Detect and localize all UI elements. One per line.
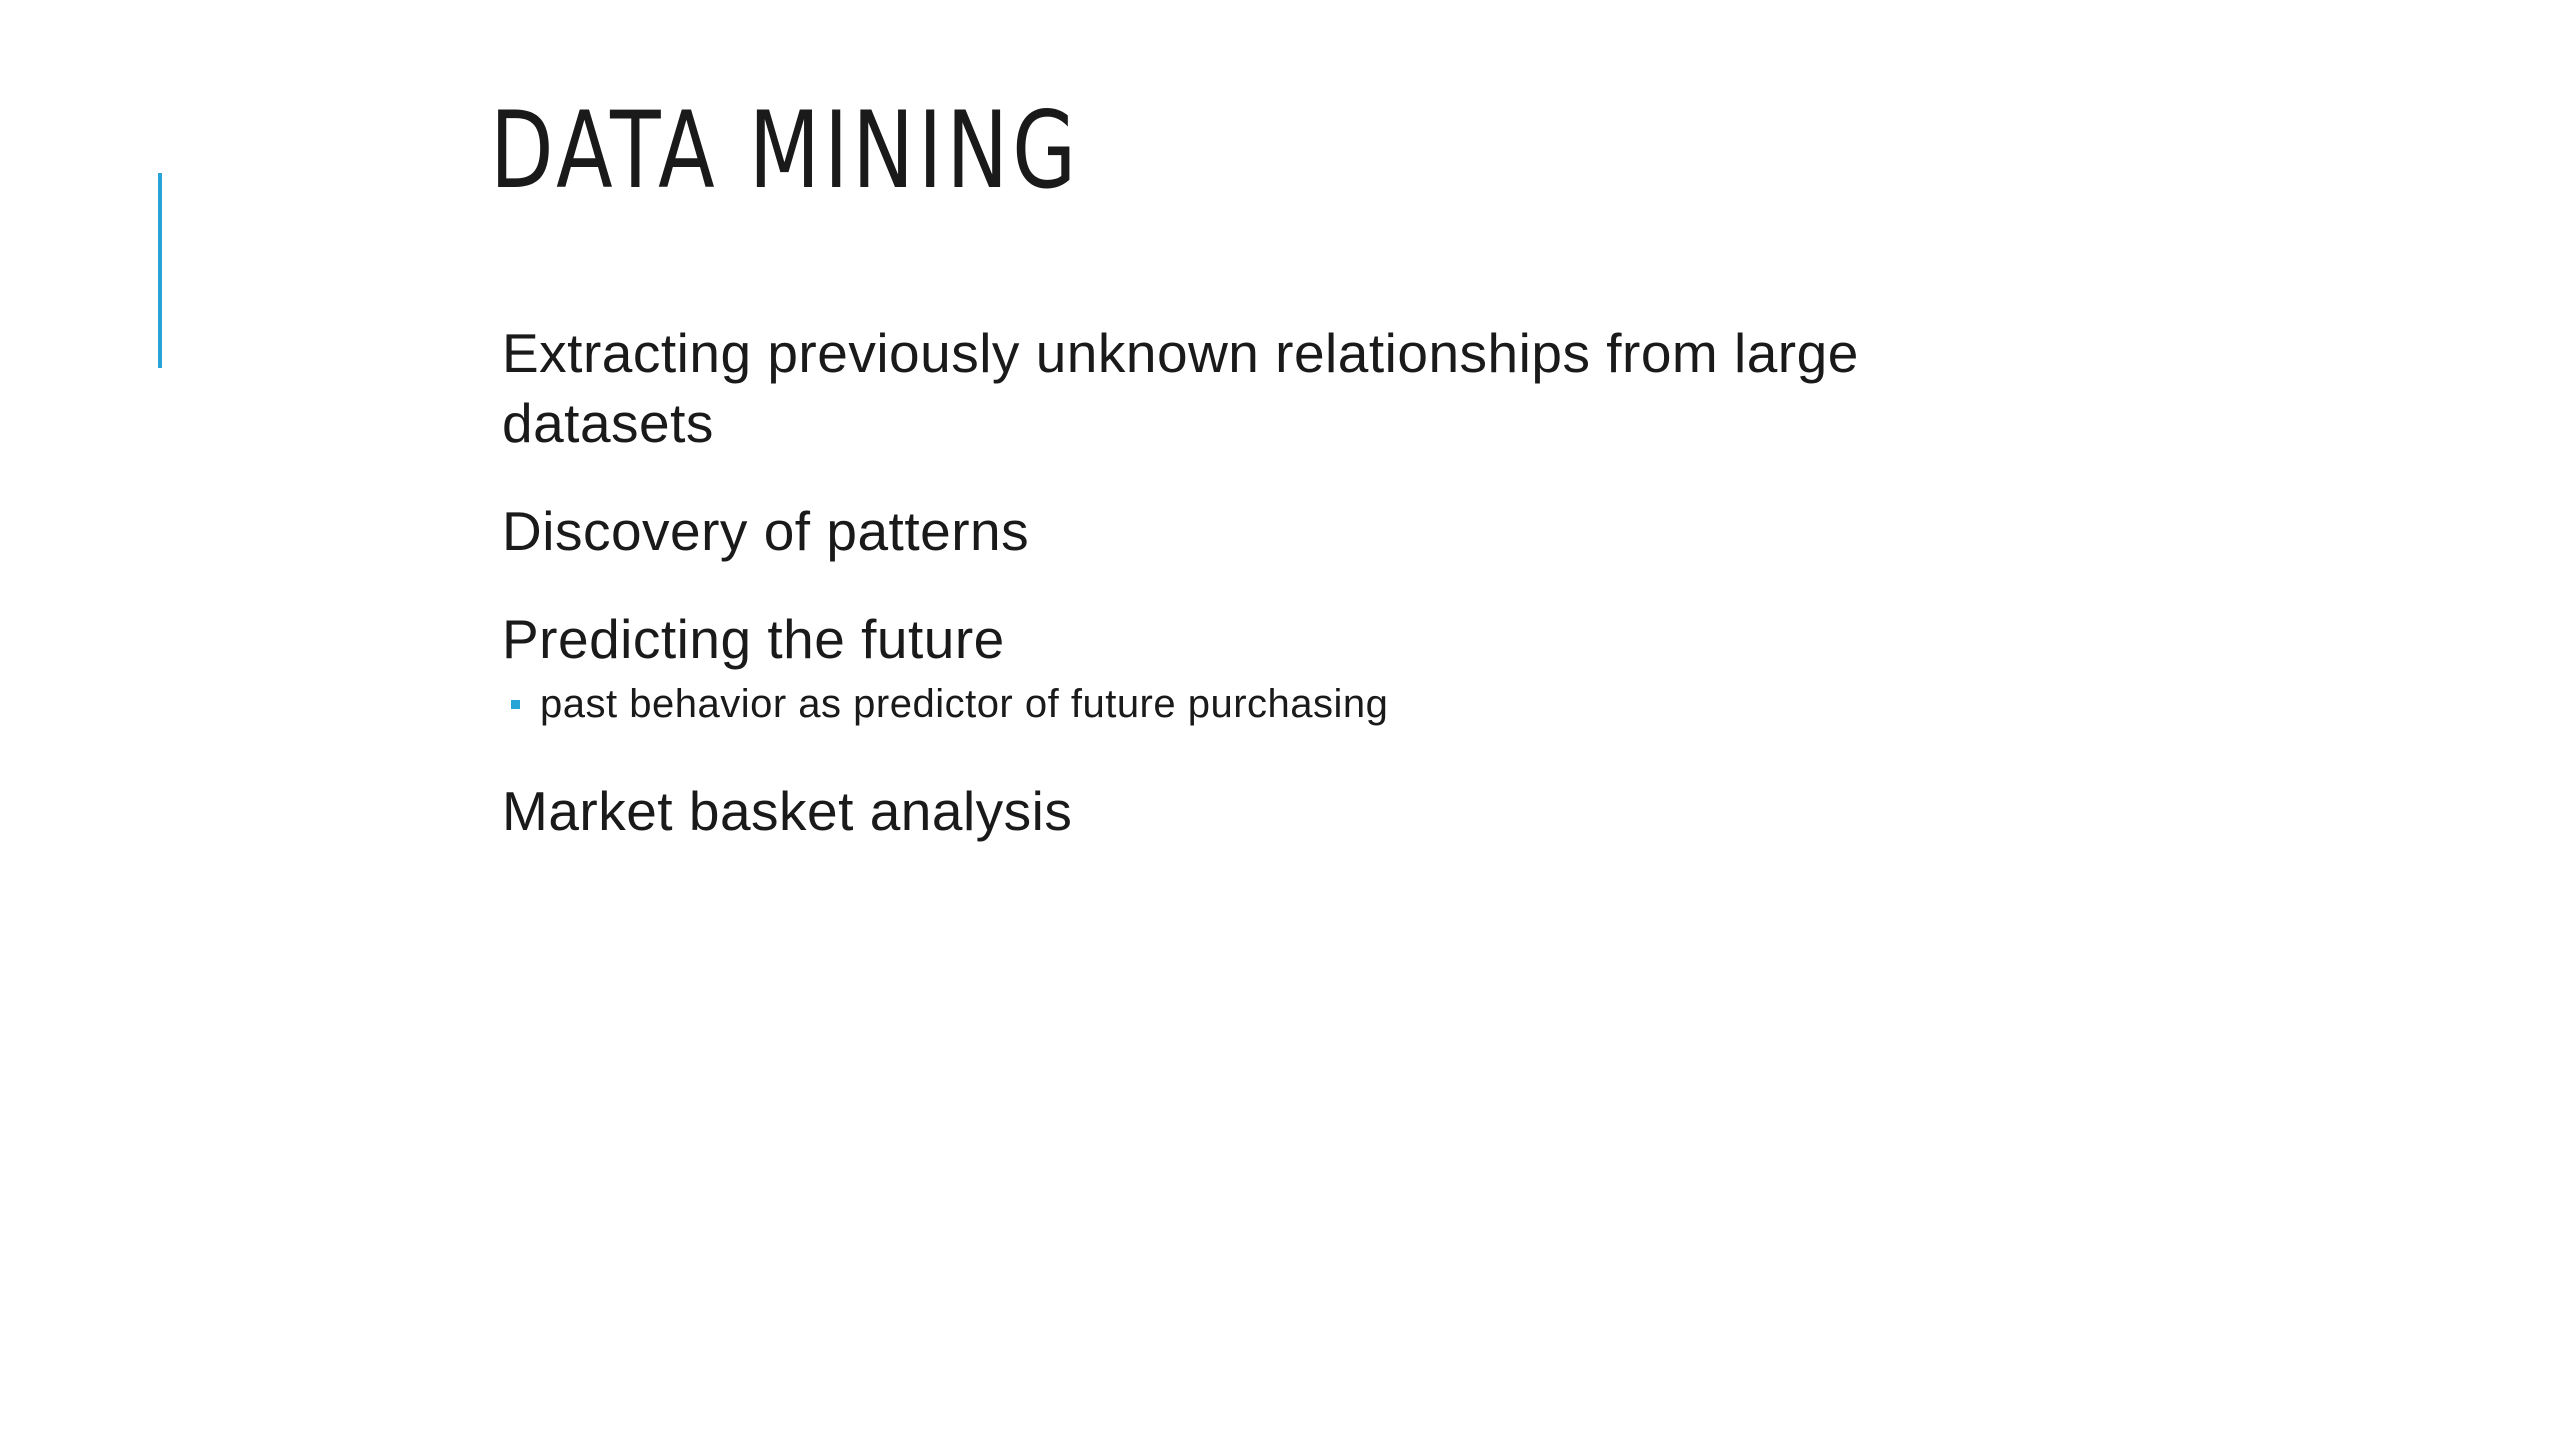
bullet-item: Predicting the future: [502, 608, 1005, 670]
bullet-item: Discovery of patterns: [502, 500, 1030, 562]
slide-title: DATA MINING: [490, 89, 1081, 212]
bullet-item: Market basket analysis: [502, 780, 1073, 842]
sub-bullet-text: past behavior as predictor of future purchasing: [540, 682, 1389, 726]
square-bullet-icon: [511, 700, 520, 709]
sub-bullet-item: [502, 678, 2062, 730]
accent-bar: [158, 173, 162, 368]
slide-content: [502, 318, 2062, 884]
bullet-item: Extracting previously unknown relationships from large datasets: [502, 322, 1859, 454]
